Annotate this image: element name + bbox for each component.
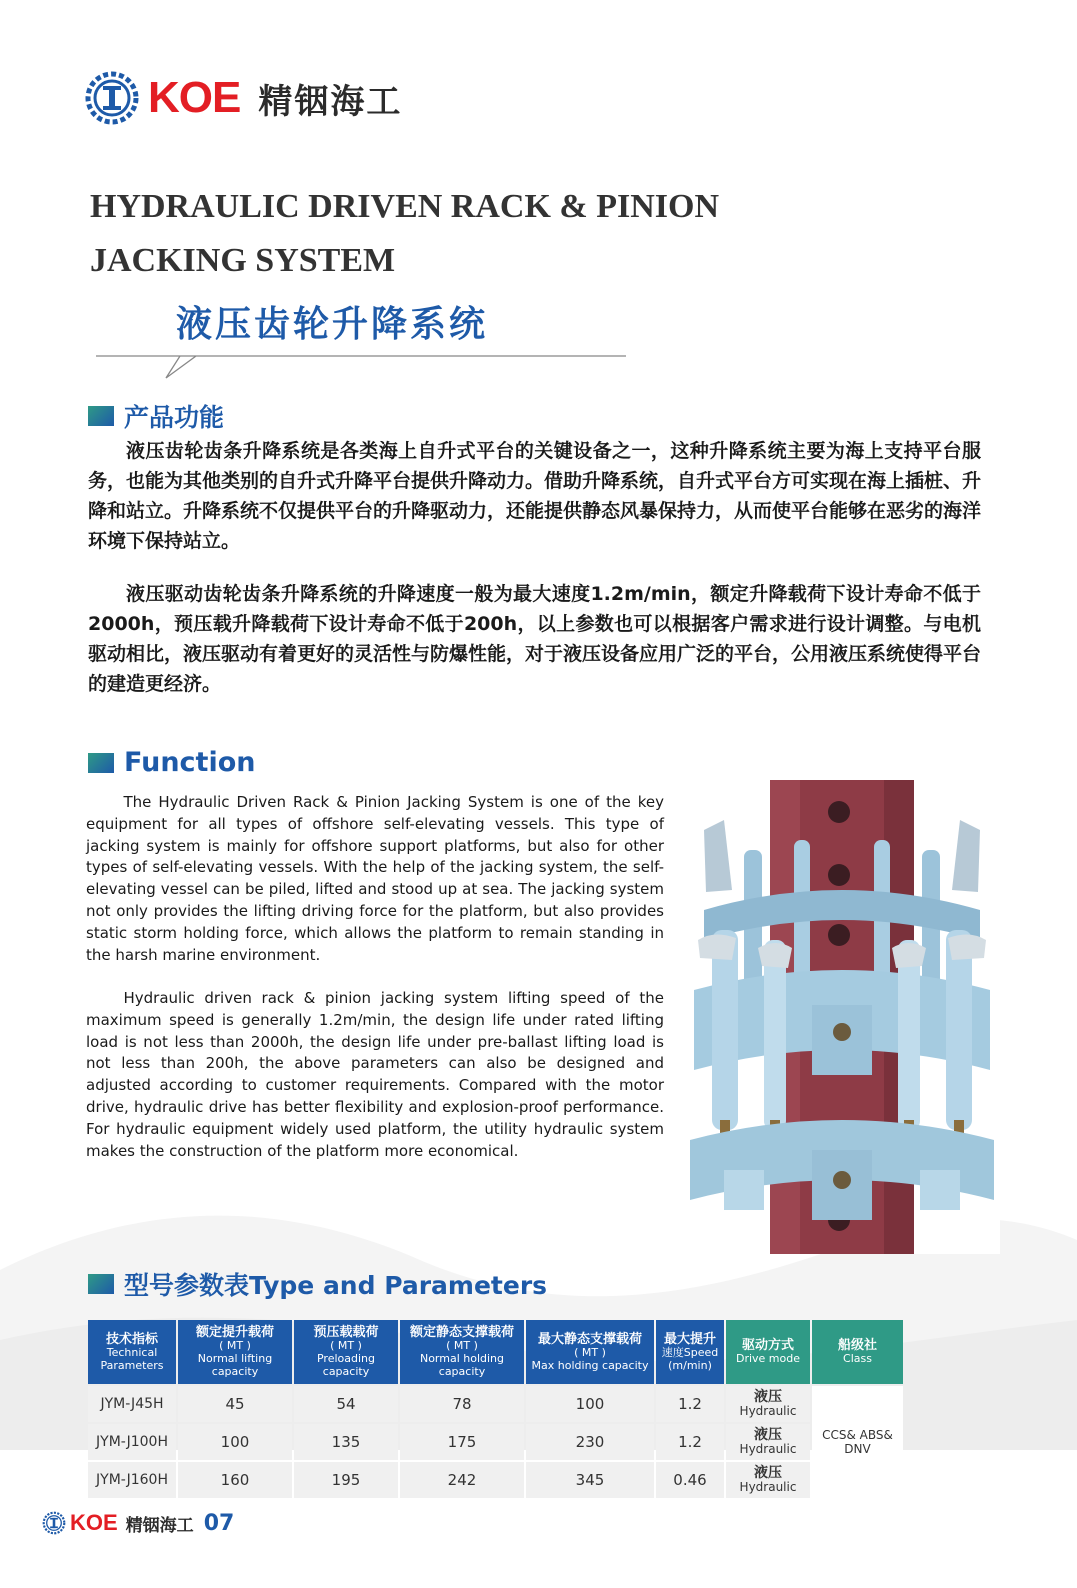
table-cell-drive: 液压 Hydraulic [726,1462,810,1498]
table-cell: 45 [178,1386,292,1422]
table-row [88,1462,903,1498]
section-heading-text: 产品功能 [124,403,225,432]
table-cell: 54 [294,1386,398,1422]
table-cell: 100 [178,1424,292,1460]
gear-logo-icon [84,70,140,126]
table-cell: 195 [294,1462,398,1498]
table-cell: 1.2 [656,1386,724,1422]
logo-wordmark: KOE [148,73,241,122]
product-paragraph: 液压驱动齿轮齿条升降系统的升降速度一般为最大速度1.2m/min，额定升降载荷下设计寿命不低于2000h，预压载升降载荷下设计寿命不低于200h，以上参数也可以根据客户需求进行设计调整。与电机驱动相比，液压驱动有着更好的灵活性与防爆性能，对于液压设备应用广泛的平台，公用液压系统使得平台的建造更经济。 [88,583,982,695]
section-heading-text: Function [124,747,256,778]
page-title-cn: 液压齿轮升降系统 [176,304,489,345]
parameters-table [86,1318,905,1500]
footer [42,1510,234,1536]
table-cell-drive: 液压 Hydraulic [726,1386,810,1422]
footer-logo-wordmark: KOE [70,1510,118,1535]
table-cell-drive: 液压 Hydraulic [726,1424,810,1460]
table-header-cell: 驱动方式 Drive mode [726,1320,810,1384]
table-header-cell: 额定静态支撑载荷 ( MT ) Normal holding capacity [400,1320,524,1384]
table-cell: 345 [526,1462,654,1498]
table-cell-model: JYM-J160H [88,1462,176,1498]
section-marker-icon [88,753,114,773]
section-heading-function [88,747,255,778]
page-number: 07 [203,1510,235,1536]
table-cell-model: JYM-J45H [88,1386,176,1422]
company-name: 精铟海工 [258,81,403,122]
header-logo [84,70,402,126]
gear-logo-icon [42,1511,66,1535]
section-heading-product [88,398,224,434]
table-cell: 0.46 [656,1462,724,1498]
table-cell: 175 [400,1424,524,1460]
product-paragraph: 液压齿轮齿条升降系统是各类海上自升式平台的关键设备之一，这种升降系统主要为海上支持平台服务，也能为其他类别的自升式升降平台提供升降动力。借助升降系统，自升式平台方可实现在海上插桩、升降和站立。升降系统不仅提供平台的升降驱动力，还能提供静态风暴保持力，从而使平台能够在恶劣的海洋环境下保持站立。 [88,440,982,552]
table-header-cell: 技术指标 Technical Parameters [88,1320,176,1384]
table-header-cell: 预压载载荷 ( MT ) Preloading capacity [294,1320,398,1384]
table-header-cell: 额定提升载荷 ( MT ) Normal lifting capacity [178,1320,292,1384]
table-cell: 135 [294,1424,398,1460]
function-paragraph: Hydraulic driven rack & pinion jacking system lifting speed of the maximum speed is generally 1.2m/min, the design life under rated lifting load is not less than 2000h, the design life under pre-ballast lifting load is not less than 200h, the above parameters can also be designed and adjusted according to customer requirements. Compared with the motor drive, hydraulic drive has better flexibility and explosion-proof performance. For hydraulic equipment widely used platform, the utility hydraulic system makes the construction of the platform more economical. [86,989,664,1160]
table-cell: 160 [178,1462,292,1498]
section-heading-params [88,1266,547,1302]
table-header-row [88,1320,903,1384]
jacking-system-illustration [684,780,1000,1254]
function-paragraph: The Hydraulic Driven Rack & Pinion Jacking System is one of the key equipment for all types of offshore self-elevating vessels. This type of jacking system is mainly for offshore support platforms, but also for other types of self-elevating vessels. With the help of the jacking system, the self-elevating vessel can be piled, lifted and stood up at sea. The jacking system not only provides the lifting driving force for the platform, but also provides static storm holding force, which allows the platform to remain standing in the harsh marine environment. [86,793,664,964]
table-row [88,1386,903,1422]
title-divider [96,352,626,382]
section-heading-text: 型号参数表Type and Parameters [124,1271,548,1300]
footer-company-name: 精铟海工 [125,1515,194,1536]
table-cell: 230 [526,1424,654,1460]
table-header-cell: 船级社 Class [812,1320,903,1384]
table-cell-model: JYM-J100H [88,1424,176,1460]
section-marker-icon [88,1274,114,1294]
table-header-cell: 最大静态支撑载荷 ( MT ) Max holding capacity [526,1320,654,1384]
table-cell: 100 [526,1386,654,1422]
table-cell: 78 [400,1386,524,1422]
page-title-en: HYDRAULIC DRIVEN RACK & PINION JACKING SYSTEM [90,188,720,279]
table-header-cell: 最大提升 速度Speed (m/min) [656,1320,724,1384]
section-marker-icon [88,406,114,426]
table-cell-class: CCS& ABS& DNV [812,1386,903,1498]
table-row [88,1424,903,1460]
table-cell: 242 [400,1462,524,1498]
table-cell: 1.2 [656,1424,724,1460]
